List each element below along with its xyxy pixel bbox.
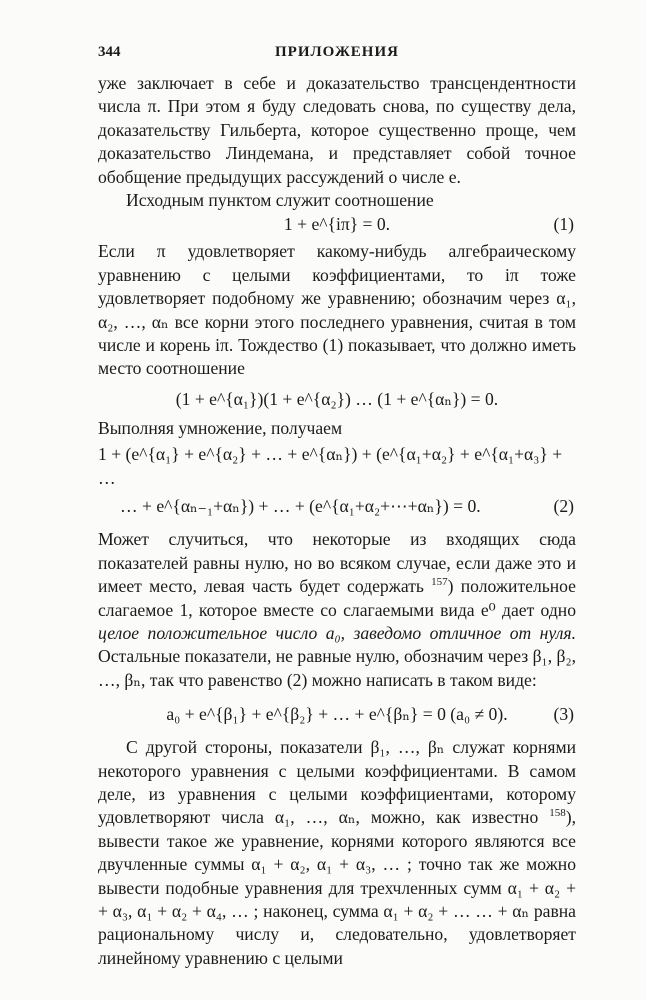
footnote-ref-157[interactable]: 157 <box>431 576 448 589</box>
equation-2-number: (2) <box>553 496 574 517</box>
paragraph-4: Выполняя умножение, получаем <box>98 417 343 438</box>
paragraph-6 <box>98 736 576 970</box>
equation-2-line-1: 1 + (e^{α₁} + e^{α₂} + … + e^{αₙ}) + (e^{α₁+α₂} + e^{α₁+α₃} + … <box>98 444 563 489</box>
paragraph-5 <box>98 528 576 692</box>
equation-2-line-2: … + e^{αₙ₋₁+αₙ}) + … + (e^{α₁+α₂+⋯+αₙ}) = 0. <box>120 496 481 517</box>
running-title: ПРИЛОЖЕНИЯ <box>275 44 399 60</box>
footnote-ref-158[interactable]: 158 <box>549 807 566 820</box>
running-header <box>98 38 576 64</box>
equation-1 <box>98 212 576 236</box>
equation-3-number: (3) <box>553 704 574 725</box>
paragraph-3: Если π удовлетворяет какому-нибудь алгебраическому уравнению с целыми коэффициентами, то iπ тоже удовлетворяет подобному же уравнению; обозначим через α₁, α₂, …, αₙ все корни этого последнего уравнения, считая в том числе и корень iπ. Тождество (1) показывает, что должно иметь место соотношение <box>98 241 576 379</box>
equation-3 <box>98 702 576 726</box>
equation-3-text: a₀ + e^{β₁} + e^{β₂} + … + e^{βₙ} = 0 (a₀ ≠ 0). <box>166 704 508 725</box>
paragraph-6-part-b: ), вывести такое же уравнение, корнями которого являются все двучленные суммы α₁ + α₂, α₁ + α₃, … ; точно так же можно вывести подобные уравнения для трехчленных сумм α₁ + α₂ + + α₃, α₁ + α₂ + α₄, … ; наконец, сумма α₁ + α₂ + … … + αₙ равна рациональному числу и, следовательно, удовлетворяет линейному уравнению с целыми <box>98 807 576 968</box>
equation-1-number: (1) <box>553 214 574 235</box>
paragraph-5-part-a: Может случиться, что некоторые из входящих сюда показателей равны нулю, но во всяком случае, если даже это и имеет место, левая часть будет содержать <box>98 529 576 597</box>
paragraph-2: Исходным пунктом служит соотношение <box>126 190 434 211</box>
paragraph-6-part-a: С другой стороны, показатели β₁, …, βₙ служат корнями некоторого уравнения с целыми коэффициентами. В самом деле, из уравнения с целыми коэффициентами, которому удовлетворяют числа α₁, …, αₙ, можно, как известно <box>98 737 576 828</box>
paragraph-5-emphasis: целое положительное число a₀, заведомо отличное от нуля. <box>98 622 576 643</box>
equation-2 <box>98 442 576 518</box>
paragraph-5-part-b: ) положительное слагаемое 1, которое вместе со слагаемыми вида e⁰ дает одно <box>98 576 576 620</box>
paragraph-1: уже заключает в себе и доказательство трансцендентности числа π. При этом я буду следовать снова, по существу дела, доказательству Гильберта, которое существенно проще, чем доказательство Линдемана, и представляет собой точное обобщение предыдущих рассуждений о числе e. <box>98 73 576 187</box>
paragraph-5-part-c: Остальные показатели, не равные нулю, обозначим через β₁, β₂, …, βₙ, так что равенство (2) можно написать в таком виде: <box>98 646 576 690</box>
equation-product-text: (1 + e^{α₁})(1 + e^{α₂}) … (1 + e^{αₙ}) = 0. <box>175 388 499 409</box>
equation-product <box>98 387 576 411</box>
book-page <box>98 38 576 970</box>
page-number: 344 <box>98 44 121 60</box>
equation-1-text: 1 + e^{iπ} = 0. <box>283 214 391 235</box>
